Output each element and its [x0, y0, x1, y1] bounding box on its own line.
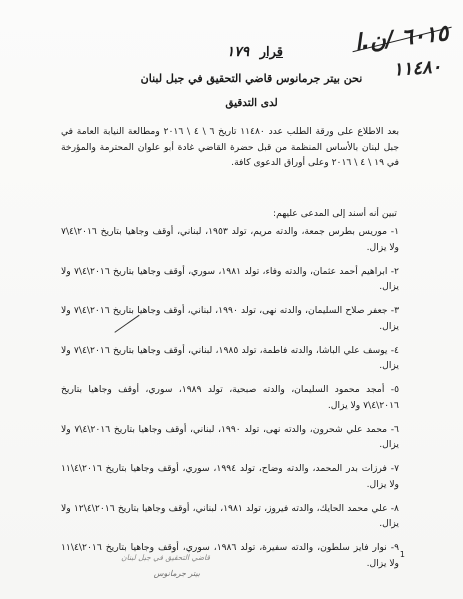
decision-number: ١٧٩	[226, 44, 250, 60]
judge-stamp	[70, 553, 210, 587]
intro-paragraph: بعد الاطلاع على ورقة الطلب عدد ١١٤٨٠ تاريخ ٦ \ ٤ \ ٢٠١٦ ومطالعة النيابة العامة في جبل لبنان بالأساس المنظمة من قبل حضرة القاضي غادة أبو علوان المحترمة والمؤرخة في ١٩ \ ٤ \ ٢٠١٦ وعلى أوراق الدعوى كافة.	[61, 126, 400, 168]
charges-lead: تبين أنه أسند إلى المدعى عليهم:	[273, 208, 397, 219]
stamp-signature: بيتر جرمانوس	[153, 569, 200, 578]
review-heading: لدى التدقيق	[225, 97, 278, 109]
handwritten-file-number: ٦٠١٥ /ن.ا	[354, 21, 451, 56]
defendant-item: ١- موريس بطرس جمعة، والدته مريم، تولد ١٩٥٣، لبناني، أوقف وجاهيا بتاريخ ٢٠١٦\٤\٧ ولا يزال.	[61, 226, 399, 253]
decision-title	[227, 44, 283, 60]
defendant-item: ٩- نوار فايز سلطون، والدته سفيرة، تولد ١٩٨٦، سوري، أوقف وجاهيا بتاريخ ٢٠١٦\٤\١١ ولا يزال.	[61, 542, 399, 569]
judge-heading: نحن بيتر جرمانوس قاضي التحقيق في جبل لبنان	[140, 72, 363, 85]
page-number: 1	[399, 550, 405, 559]
stamp-title: قاضي التحقيق في جبل لبنان	[121, 553, 210, 562]
defendant-item: ٤- يوسف علي الباشا، والدته فاطمة، تولد ١٩٨٥، لبناني، أوقف وجاهيا بتاريخ ٢٠١٦\٤\٧ ولا يزال.	[61, 344, 399, 371]
defendant-item: ٦- محمد علي شحرون، والدته نهى، تولد ١٩٩٠، لبناني، أوقف وجاهيا بتاريخ ٢٠١٦\٤\٧ ولا يزال.	[61, 423, 399, 450]
defendant-item: ٧- فرزات بدر المحمد، والدته وضاح، تولد ١٩٩٤، سوري، أوقف وجاهيا بتاريخ ٢٠١٦\٤\١١ ولا يزال.	[61, 463, 399, 490]
defendant-item: ٨- علي محمد الحايك، والدته فيروز، تولد ١٩٨١، لبناني، أوقف وجاهيا بتاريخ ٢٠١٦\٤\١٢ ولا يزال.	[61, 502, 399, 529]
defendants-list	[61, 224, 399, 580]
decision-label: قرار	[259, 45, 283, 60]
defendant-item: ٥- أمجد محمود السليمان، والدته صبحية، تولد ١٩٨٩، سوري، أوقف وجاهيا بتاريخ ٢٠١٦\٤\٧ ولا يزال.	[61, 384, 399, 411]
defendant-item: ٢- ابراهيم أحمد عثمان، والدته وفاء، تولد ١٩٨١، سوري، أوقف وجاهيا بتاريخ ٢٠١٦\٤\٧ ولا يزال.	[61, 265, 399, 292]
defendant-item: ٣- جعفر صلاح السليمان، والدته نهى، تولد ١٩٩٠، لبناني، أوقف وجاهيا بتاريخ ٢٠١٦\٤\٧ ولا يزال.	[61, 305, 400, 332]
handwritten-reference: ١١٤٨٠	[391, 56, 442, 81]
